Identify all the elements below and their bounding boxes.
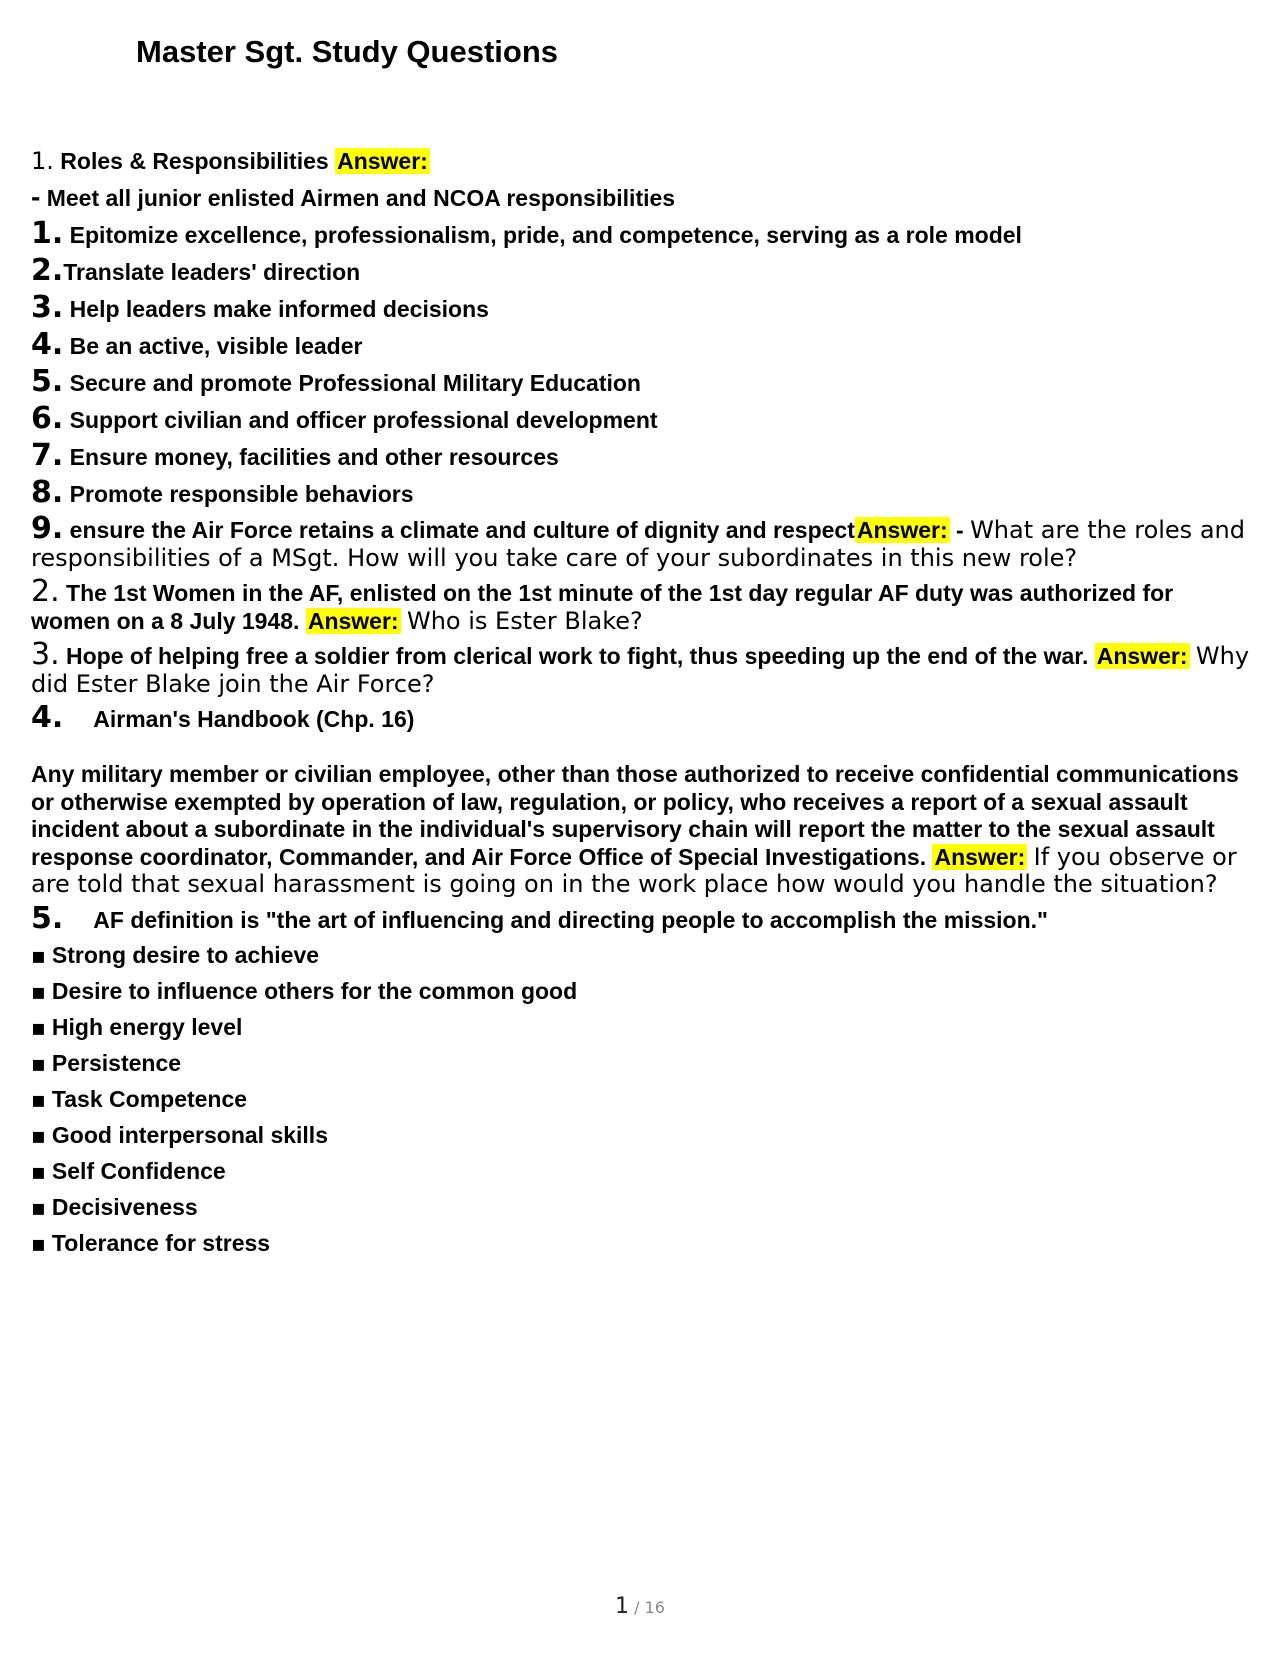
bullet-text: Self Confidence (51, 1157, 226, 1184)
bullet-text: Strong desire to achieve (51, 941, 320, 968)
question-text: Any military member or civilian employee, other than those authorized to receive confidential communications or otherwise exempted by operation of law, regulation, or policy, who receives a report of a sexual assault incident about a subordinate in the individual's supervisory chain will report the matter to the sexual assault response coordinator, Commander, and Air Force Office of Special Investigations. (31, 761, 1239, 870)
question-4-text (31, 761, 1253, 899)
question-number: 4. (31, 700, 64, 735)
answer-label: Answer: (1096, 643, 1188, 669)
answer-text: If you observe or are told that sexual harassment is going on in the work place how would you handle the situation? (31, 842, 1237, 898)
list-item-number: 7. (31, 438, 64, 473)
list-item-number: 9. (31, 511, 64, 546)
list-item-text: Epitomize excellence, professionalism, pride, and competence, serving as a role model (69, 222, 1022, 248)
dash-item-text: Meet all junior enlisted Airmen and NCOA responsibilities (46, 185, 676, 211)
bullet-item (31, 1230, 1253, 1258)
list-item-text: Promote responsible behaviors (69, 481, 414, 507)
list-item-number: 1. (31, 216, 64, 251)
current-page-number: 1 (615, 1594, 630, 1619)
bullet-marker: ▪ (31, 1195, 46, 1221)
dash-item (31, 183, 1253, 212)
question-number: 1. (31, 147, 54, 175)
bullet-text: High energy level (51, 1013, 243, 1040)
question-5-heading (31, 900, 1253, 936)
bullet-text: Tolerance for stress (51, 1229, 271, 1256)
bullet-text: Decisiveness (51, 1193, 198, 1220)
list-item-number: 4. (31, 327, 64, 362)
question-number: 2. (31, 574, 60, 609)
bullet-item (31, 942, 1253, 970)
bullet-marker: ▪ (31, 943, 46, 969)
answer-text: What are the roles and responsibilities of a MSgt. How will you take care of your subordinates in this new role? (31, 516, 1245, 572)
bullet-item (31, 1158, 1253, 1186)
list-item-number: 8. (31, 475, 64, 510)
question-heading: Airman's Handbook (Chp. 16) (93, 706, 415, 732)
list-item-number: 5. (31, 364, 64, 399)
question-3 (31, 637, 1253, 698)
list-item (31, 216, 1253, 251)
list-item (31, 290, 1253, 325)
question-heading: AF definition is "the art of influencing and directing people to accomplish the mission." (93, 906, 1048, 933)
list-item-text: Ensure money, facilities and other resources (69, 444, 559, 470)
answer-text: Why did Ester Blake join the Air Force? (31, 642, 1250, 698)
question-number: 3. (31, 637, 60, 672)
bullet-item (31, 1014, 1253, 1042)
bullet-text: Desire to influence others for the common good (51, 977, 578, 1004)
question-text: Roles & Responsibilities (60, 148, 329, 174)
list-item-text: Help leaders make informed decisions (69, 296, 489, 322)
question-number: 5. (31, 900, 64, 936)
bullet-item (31, 1194, 1253, 1222)
bullet-marker: ▪ (31, 1015, 46, 1041)
answer-label: Answer: (337, 148, 428, 174)
bullet-marker: ▪ (31, 1087, 46, 1113)
list-item-text: Secure and promote Professional Military Education (69, 370, 641, 396)
dash-marker: - (31, 181, 41, 212)
page-title: Master Sgt. Study Questions (136, 34, 559, 69)
bullet-text: Good interpersonal skills (51, 1121, 328, 1148)
document-body (31, 148, 1253, 1258)
question-1-heading (31, 148, 1253, 175)
question-4-heading (31, 700, 1253, 735)
bullet-marker: ▪ (31, 979, 46, 1005)
list-item (31, 253, 1253, 288)
list-item (31, 438, 1253, 473)
total-pages: / 16 (634, 1598, 665, 1617)
page-indicator (0, 1594, 1280, 1619)
list-item-text: Translate leaders' direction (63, 259, 361, 285)
question-1-final-item: 9. ensure the Air Force retains a climate and culture of dignity and respectAnswer: - What are the roles and responsibilities of a MSgt. How will you take care of your subordinates in this new role? (31, 511, 1245, 572)
list-item-number: 2. (31, 253, 64, 288)
bullet-text: Task Competence (51, 1085, 248, 1112)
bullet-marker: ▪ (31, 1159, 46, 1185)
bullet-item (31, 978, 1253, 1006)
list-item-number: 3. (31, 290, 64, 325)
answer-label: Answer: (856, 517, 948, 543)
bullet-marker: ▪ (31, 1231, 46, 1257)
list-item-number: 6. (31, 401, 64, 436)
bullet-marker: ▪ (31, 1123, 46, 1149)
list-item (31, 364, 1253, 399)
bullet-item (31, 1122, 1253, 1150)
list-item (31, 475, 1253, 510)
list-item-text: Support civilian and officer professional development (69, 407, 658, 433)
list-item-text: ensure the Air Force retains a climate and culture of dignity and respect (69, 517, 855, 543)
question-text: Hope of helping free a soldier from clerical work to fight, thus speeding up the end of the war. (66, 643, 1089, 669)
question-2 (31, 574, 1253, 635)
bullet-marker: ▪ (31, 1051, 46, 1077)
list-item-text: Be an active, visible leader (69, 333, 363, 359)
bullet-item (31, 1050, 1253, 1078)
answer-label: Answer: (307, 607, 399, 634)
bullet-text: Persistence (51, 1049, 182, 1076)
question-text: The 1st Women in the AF, enlisted on the 1st minute of the 1st day regular AF duty was authorized for women on a 8 July 1948. (31, 580, 1174, 634)
answer-text: Who is Ester Blake? (406, 606, 643, 635)
bullet-item (31, 1086, 1253, 1114)
answer-label: Answer: (934, 843, 1026, 870)
list-item (31, 401, 1253, 436)
list-item (31, 327, 1253, 362)
